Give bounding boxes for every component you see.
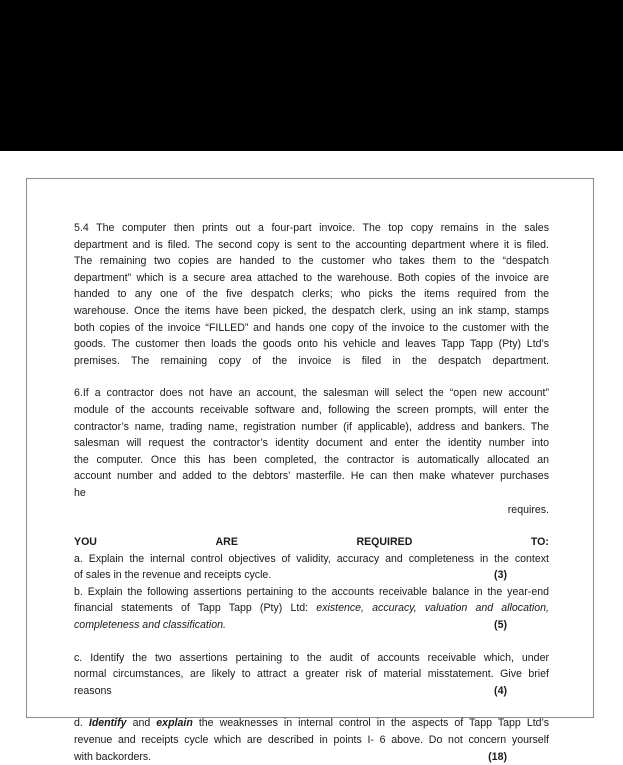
question-a-line1: a. Explain the internal control objectives of validity, accuracy and completeness in the context [74, 552, 549, 565]
question-b-line2-italic: existence, accuracy, valuation and allocation, [316, 602, 549, 615]
section-6-line: account number and added to the debtors’ masterfile. He can then make whatever purchases [74, 470, 549, 483]
required-word-required: REQUIRED [356, 536, 413, 549]
question-b [74, 584, 549, 634]
required-word-to: TO: [530, 536, 549, 549]
section-6-line: module of the accounts receivable software and, following the screen prompts, will enter the [74, 403, 549, 416]
question-a-line2: of sales in the revenue and receipts cycle. [74, 569, 272, 582]
required-word-you: YOU [74, 536, 97, 549]
document-content [74, 220, 549, 765]
section-6-line: contractor’s name, trading name, registration number (if applicable), address and bankers. The [74, 420, 549, 433]
question-d-line1 [74, 715, 549, 732]
question-d-line3: with backorders. [74, 750, 152, 763]
question-a-marks: (3) [494, 569, 507, 582]
question-c-line1: c. Identify the two assertions pertaining to the audit of accounts receivable which, under [74, 651, 549, 664]
section-6-trailing-word: requires. [507, 503, 549, 516]
section-6-line: the computer. Once this has been completed, the contractor is automatically allocated an [74, 453, 549, 466]
question-b-marks: (5) [494, 619, 507, 632]
section-5-4-line: warehouse. Once the items have been picked, the despatch clerk, using an ink stamp, stamps [74, 304, 549, 317]
question-b-line2-plain: financial statements of Tapp Tapp (Pty) Ltd: [74, 602, 317, 615]
required-word-are: ARE [215, 536, 238, 549]
question-a [74, 551, 549, 584]
section-5-4-line: goods. The customer then loads the goods onto his vehicle and leaves Tapp Tapp (Pty) Ltd’s [74, 338, 549, 351]
question-c-line3: reasons [74, 684, 112, 697]
section-5-4-line: premises. The remaining copy of the invoice is filed in the despatch department. [74, 354, 549, 367]
section-6-line: he [74, 486, 86, 499]
section-5-4-line: The remaining two copies are handed to the customer who takes them to the “despatch [74, 255, 549, 268]
section-5-4-line: 5.4 The computer then prints out a four-part invoice. The top copy remains in the sales [74, 222, 549, 234]
required-header [74, 534, 549, 551]
black-header-band [0, 0, 623, 151]
question-b-line3: completeness and classification. [74, 619, 226, 632]
section-5-4 [74, 220, 549, 369]
section-5-4-line: department and is filed. The second copy is sent to the accounting department where it is filed. [74, 238, 549, 251]
question-b-line1: b. Explain the following assertions pertaining to the accounts receivable balance in the year-end [74, 585, 549, 598]
section-6 [74, 385, 549, 518]
question-b-line2 [74, 600, 549, 617]
section-5-4-line: both copies of the invoice “FILLED” and hands one copy of the invoice to the customer with the [74, 321, 549, 334]
question-d-and: and [126, 717, 157, 730]
question-d [74, 715, 549, 765]
question-d-prefix: d. [74, 717, 89, 730]
section-6-line: 6.If a contractor does not have an account, the salesman will select the “open new account” [74, 387, 549, 400]
question-d-line2: revenue and receipts cycle which are described in points I- 6 above. Do not concern yourself [74, 734, 549, 747]
question-c-marks: (4) [494, 684, 507, 697]
section-5-4-line: department” which is a secure area attached to the warehouse. Both copies of the invoice are [74, 271, 549, 284]
section-5-4-line: handed to any one of the five despatch clerks; who picks the items required from the [74, 288, 549, 301]
question-c [74, 650, 549, 700]
question-d-marks: (18) [488, 750, 507, 763]
question-d-explain: explain [156, 717, 193, 730]
question-d-identify: Identify [88, 717, 127, 730]
question-d-line1-rest: the weaknesses in internal control in the aspects of Tapp Tapp Ltd’s [192, 717, 550, 730]
section-6-line: salesman will request the contractor’s identity document and enter the identity number into [74, 437, 549, 450]
question-c-line2: normal circumstances, are likely to attract a greater risk of material misstatement. Give brief [74, 668, 549, 681]
